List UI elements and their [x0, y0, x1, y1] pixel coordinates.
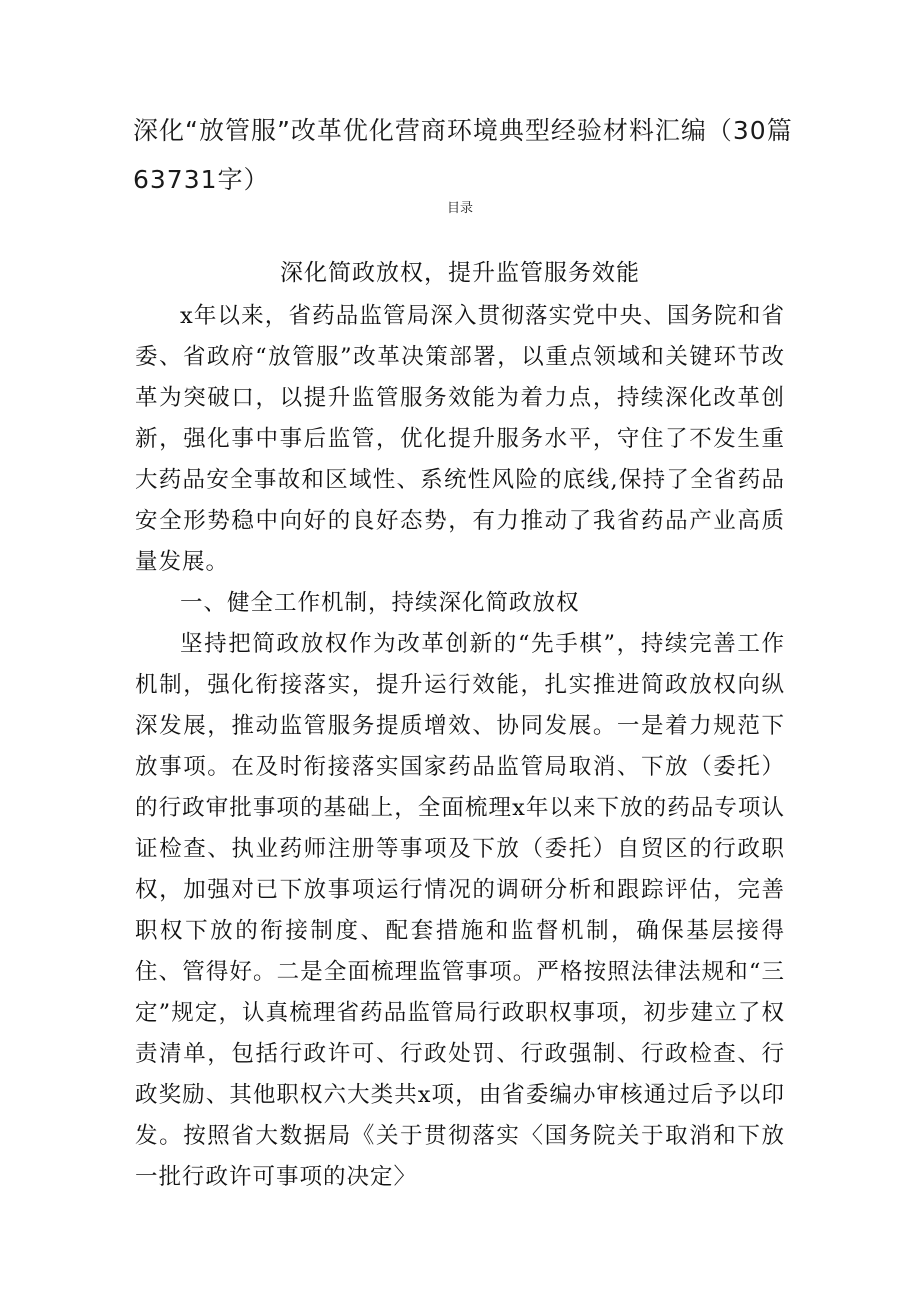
section-title: 深化简政放权，提升监管服务效能	[280, 260, 640, 286]
document-title: 深化“放管服”改革优化营商环境典型经验材料汇编（30篇63731字）	[133, 116, 793, 194]
body-text	[135, 296, 785, 1198]
paragraph-intro: x年以来，省药品监管局深入贯彻落实党中央、国务院和省委、省政府“放管服”改革决策部署，以重点领域和关键环节改革为突破口，以提升监管服务效能为着力点，持续深化改革创新，强化事中事后监管，优化提升服务水平，守住了不发生重大药品安全事故和区域性、系统性风险的底线,保持了全省药品安全形势稳中向好的良好态势，有力推动了我省药品产业高质量发展。	[135, 303, 785, 575]
paragraph-body: 坚持把简政放权作为改革创新的“先手棋”，持续完善工作机制，强化衔接落实，提升运行效能，扎实推进简政放权向纵深发展，推动监管服务提质增效、协同发展。一是着力规范下放事项。在及时衔接落实国家药品监管局取消、下放（委托）的行政审批事项的基础上，全面梳理x年以来下放的药品专项认证检查、执业药师注册等事项及下放（委托）自贸区的行政职权，加强对已下放事项运行情况的调研分析和跟踪评估，完善职权下放的衔接制度、配套措施和监督机制，确保基层接得住、管得好。二是全面梳理监管事项。严格按照法律法规和“三定”规定，认真梳理省药品监管局行政职权事项，初步建立了权责清单，包括行政许可、行政处罚、行政强制、行政检查、行政奖励、其他职权六大类共x项，由省委编办审核通过后予以印发。按照省大数据局《关于贯彻落实〈国务院关于取消和下放一批行政许可事项的决定〉	[135, 631, 785, 1190]
toc-label: 目录	[446, 201, 473, 216]
paragraph-heading: 一、健全工作机制，持续深化简政放权	[180, 590, 580, 616]
